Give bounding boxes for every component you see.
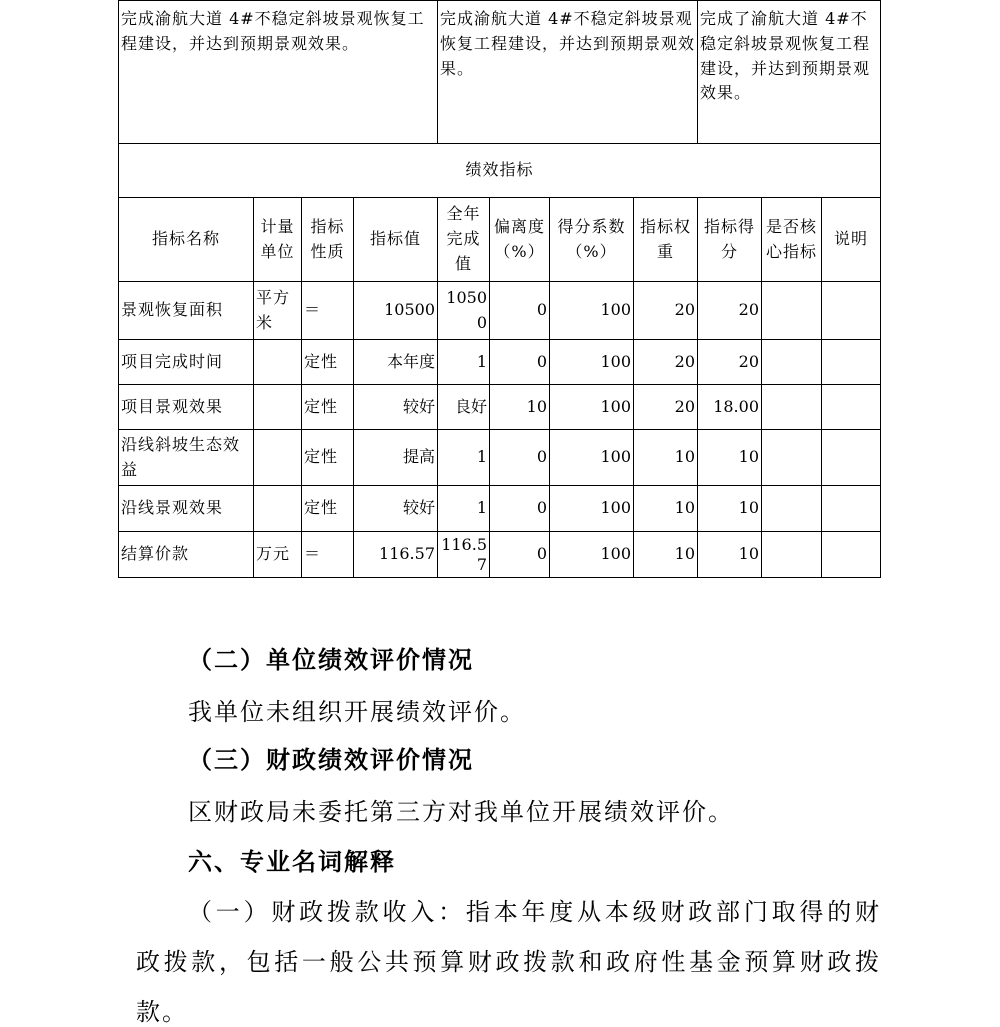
indicator-name: 沿线斜坡生态效益 (119, 430, 254, 486)
paragraph-finance-evaluation: 区财政局未委托第三方对我单位开展绩效评价。 (188, 798, 734, 826)
table-row (119, 385, 881, 430)
indicator-core (762, 340, 822, 385)
indicator-unit: 万元 (254, 532, 302, 578)
indicator-target: 提高 (354, 430, 438, 486)
indicator-unit (254, 430, 302, 486)
goal-row (119, 1, 881, 144)
header-cell: 偏离度（%） (490, 198, 550, 282)
indicator-target: 较好 (354, 385, 438, 430)
indicator-name: 沿线景观效果 (119, 486, 254, 532)
goal-cell-planned: 完成渝航大道 4#不稳定斜坡景观恢复工程建设，并达到预期景观效果。 (119, 1, 438, 144)
term-definition-line-3: 款。 (136, 998, 188, 1026)
indicator-name: 景观恢复面积 (119, 282, 254, 340)
indicator-deviation: 0 (490, 532, 550, 578)
table-row (119, 532, 881, 578)
header-cell: 指标得分 (698, 198, 762, 282)
heading-unit-evaluation: （二）单位绩效评价情况 (188, 645, 474, 674)
indicator-score: 20 (698, 340, 762, 385)
indicator-deviation: 0 (490, 486, 550, 532)
indicator-score: 10 (698, 486, 762, 532)
term-definition-line-2 (136, 942, 881, 977)
table-row (119, 486, 881, 532)
indicator-nature: 定性 (302, 385, 354, 430)
indicator-actual: 116.57 (438, 532, 490, 578)
indicator-target: 10500 (354, 282, 438, 340)
indicator-weight: 10 (634, 486, 698, 532)
indicator-nature: 定性 (302, 340, 354, 385)
heading-terms: 六、专业名词解释 (188, 847, 396, 876)
header-cell: 得分系数（%） (550, 198, 634, 282)
indicator-note (822, 385, 881, 430)
term-definition-text: （一）财政拨款收入：指本年度从本级财政部门取得的财 (188, 898, 881, 926)
indicator-score: 18.00 (698, 385, 762, 430)
indicator-weight: 10 (634, 532, 698, 578)
header-row (119, 198, 881, 282)
indicator-coef: 100 (550, 430, 634, 486)
indicator-deviation: 0 (490, 430, 550, 486)
header-cell: 指标名称 (119, 198, 254, 282)
indicator-target: 较好 (354, 486, 438, 532)
indicator-coef: 100 (550, 385, 634, 430)
indicator-note (822, 340, 881, 385)
indicator-core (762, 430, 822, 486)
indicator-coef: 100 (550, 340, 634, 385)
indicator-note (822, 532, 881, 578)
section-row (119, 144, 881, 198)
indicator-name: 项目景观效果 (119, 385, 254, 430)
header-cell: 是否核心指标 (762, 198, 822, 282)
indicator-actual: 10500 (438, 282, 490, 340)
indicator-actual: 良好 (438, 385, 490, 430)
section-title: 绩效指标 (119, 144, 881, 198)
term-definition-text: 政拨款，包括一般公共预算财政拨款和政府性基金预算财政拨 (136, 948, 881, 976)
indicator-name: 项目完成时间 (119, 340, 254, 385)
indicator-actual: 1 (438, 486, 490, 532)
indicator-deviation: 0 (490, 340, 550, 385)
indicator-note (822, 430, 881, 486)
indicator-unit (254, 486, 302, 532)
indicator-unit (254, 385, 302, 430)
indicator-score: 20 (698, 282, 762, 340)
header-cell: 指标权重 (634, 198, 698, 282)
indicator-weight: 20 (634, 340, 698, 385)
indicator-target: 116.57 (354, 532, 438, 578)
indicator-nature: 定性 (302, 486, 354, 532)
indicator-core (762, 282, 822, 340)
paragraph-unit-evaluation: 我单位未组织开展绩效评价。 (188, 698, 526, 726)
indicator-deviation: 0 (490, 282, 550, 340)
indicator-coef: 100 (550, 486, 634, 532)
header-cell: 计量单位 (254, 198, 302, 282)
indicator-core (762, 486, 822, 532)
indicator-weight: 20 (634, 385, 698, 430)
indicator-note (822, 486, 881, 532)
indicator-target: 本年度 (354, 340, 438, 385)
indicator-actual: 1 (438, 430, 490, 486)
indicator-score: 10 (698, 532, 762, 578)
indicator-unit: 平方米 (254, 282, 302, 340)
heading-finance-evaluation: （三）财政绩效评价情况 (188, 745, 474, 774)
indicator-score: 10 (698, 430, 762, 486)
goal-cell-actual: 完成了渝航大道 4#不稳定斜坡景观恢复工程建设，并达到预期景观效果。 (698, 1, 881, 144)
table-row (119, 340, 881, 385)
term-definition-line-1 (188, 892, 881, 927)
header-cell: 说明 (822, 198, 881, 282)
indicator-coef: 100 (550, 532, 634, 578)
indicator-core (762, 385, 822, 430)
indicator-nature: 定性 (302, 430, 354, 486)
table-row (119, 430, 881, 486)
goal-cell-target: 完成渝航大道 4#不稳定斜坡景观恢复工程建设，并达到预期景观效果。 (438, 1, 698, 144)
indicator-unit (254, 340, 302, 385)
indicator-name: 结算价款 (119, 532, 254, 578)
performance-table (118, 0, 881, 578)
indicator-core (762, 532, 822, 578)
indicator-weight: 20 (634, 282, 698, 340)
indicator-deviation: 10 (490, 385, 550, 430)
indicator-note (822, 282, 881, 340)
indicator-coef: 100 (550, 282, 634, 340)
header-cell: 指标值 (354, 198, 438, 282)
header-cell: 指标性质 (302, 198, 354, 282)
indicator-actual: 1 (438, 340, 490, 385)
indicator-nature: ＝ (302, 282, 354, 340)
header-cell: 全年完成值 (438, 198, 490, 282)
table-row (119, 282, 881, 340)
indicator-nature: ＝ (302, 532, 354, 578)
indicator-weight: 10 (634, 430, 698, 486)
